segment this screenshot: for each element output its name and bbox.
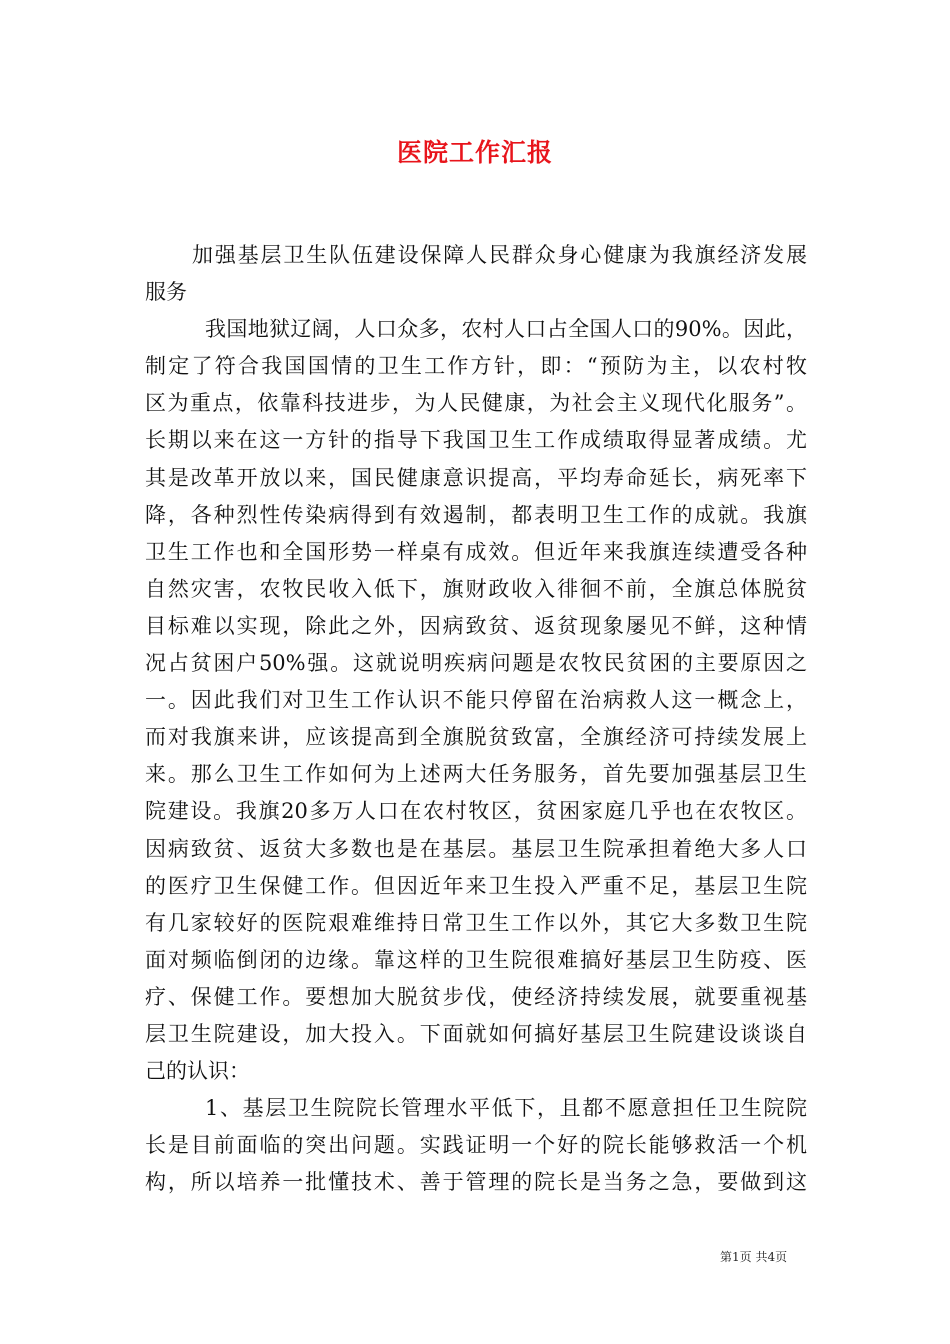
paragraph-line: 我国地狱辽阔，人口众多，农村人口占全国人口的90%。因此， <box>205 317 807 342</box>
paragraph-line: 因病致贫、返贫大多数也是在基层。基层卫生院承担着绝大多人口 <box>145 836 807 861</box>
paragraph-line: 加强基层卫生队伍建设保障人民群众身心健康为我旗经济发展 <box>192 243 807 267</box>
paragraph-line: 层卫生院建设，加大投入。下面就如何搞好基层卫生院建设谈谈自 <box>145 1021 807 1046</box>
page-number: 第1页 共4页 <box>720 1250 788 1264</box>
paragraph-line: 疗、保健工作。要想加大脱贫步伐，使经济持续发展，就要重视基 <box>145 984 807 1009</box>
paragraph-line: 来。那么卫生工作如何为上述两大任务服务，首先要加强基层卫生 <box>145 762 807 787</box>
paragraph-line: 构，所以培养一批懂技术、善于管理的院长是当务之急，要做到这 <box>145 1170 807 1195</box>
paragraph-line: 降，各种烈性传染病得到有效遏制，都表明卫生工作的成就。我旗 <box>145 502 807 527</box>
paragraph-line: 长是目前面临的突出问题。实践证明一个好的院长能够救活一个机 <box>145 1133 807 1158</box>
paragraph-line: 况占贫困户50%强。这就说明疾病问题是农牧民贫困的主要原因之 <box>145 651 807 676</box>
paragraph-line: 长期以来在这一方针的指导下我国卫生工作成绩取得显著成绩。尤 <box>145 428 807 453</box>
paragraph-line: 服务 <box>145 280 187 305</box>
paragraph-line: 有几家较好的医院艰难维持日常卫生工作以外，其它大多数卫生院 <box>145 910 807 935</box>
paragraph-line: 面对频临倒闭的边缘。靠这样的卫生院很难搞好基层卫生防疫、医 <box>145 947 807 972</box>
paragraph-line: 一。因此我们对卫生工作认识不能只停留在治病救人这一概念上， <box>145 688 807 713</box>
paragraph-line: 区为重点，依靠科技进步，为人民健康，为社会主义现代化服务”。 <box>145 391 807 416</box>
document-body <box>145 237 807 1201</box>
paragraph-line: 的医疗卫生保健工作。但因近年来卫生投入严重不足，基层卫生院 <box>145 873 807 898</box>
paragraph-line: 目标难以实现，除此之外，因病致贫、返贫现象屡见不鲜，这种情 <box>145 613 807 638</box>
paragraph-line: 制定了符合我国国情的卫生工作方针，即：“预防为主，以农村牧 <box>145 354 807 379</box>
paragraph-line: 1、基层卫生院院长管理水平低下，且都不愿意担任卫生院院 <box>205 1096 807 1121</box>
paragraph-line: 己的认识： <box>145 1059 250 1084</box>
paragraph-line: 而对我旗来讲，应该提高到全旗脱贫致富，全旗经济可持续发展上 <box>145 725 807 750</box>
paragraph-line: 院建设。我旗20多万人口在农村牧区，贫困家庭几乎也在农牧区。 <box>145 799 807 824</box>
paragraph-line: 其是改革开放以来，国民健康意识提高，平均寿命延长，病死率下 <box>145 465 807 490</box>
paragraph-line: 卫生工作也和全国形势一样桌有成效。但近年来我旗连续遭受各种 <box>145 539 807 564</box>
document-title: 医院工作汇报 <box>396 138 553 167</box>
paragraph-line: 自然灾害，农牧民收入低下，旗财政收入徘徊不前，全旗总体脱贫 <box>145 576 807 601</box>
